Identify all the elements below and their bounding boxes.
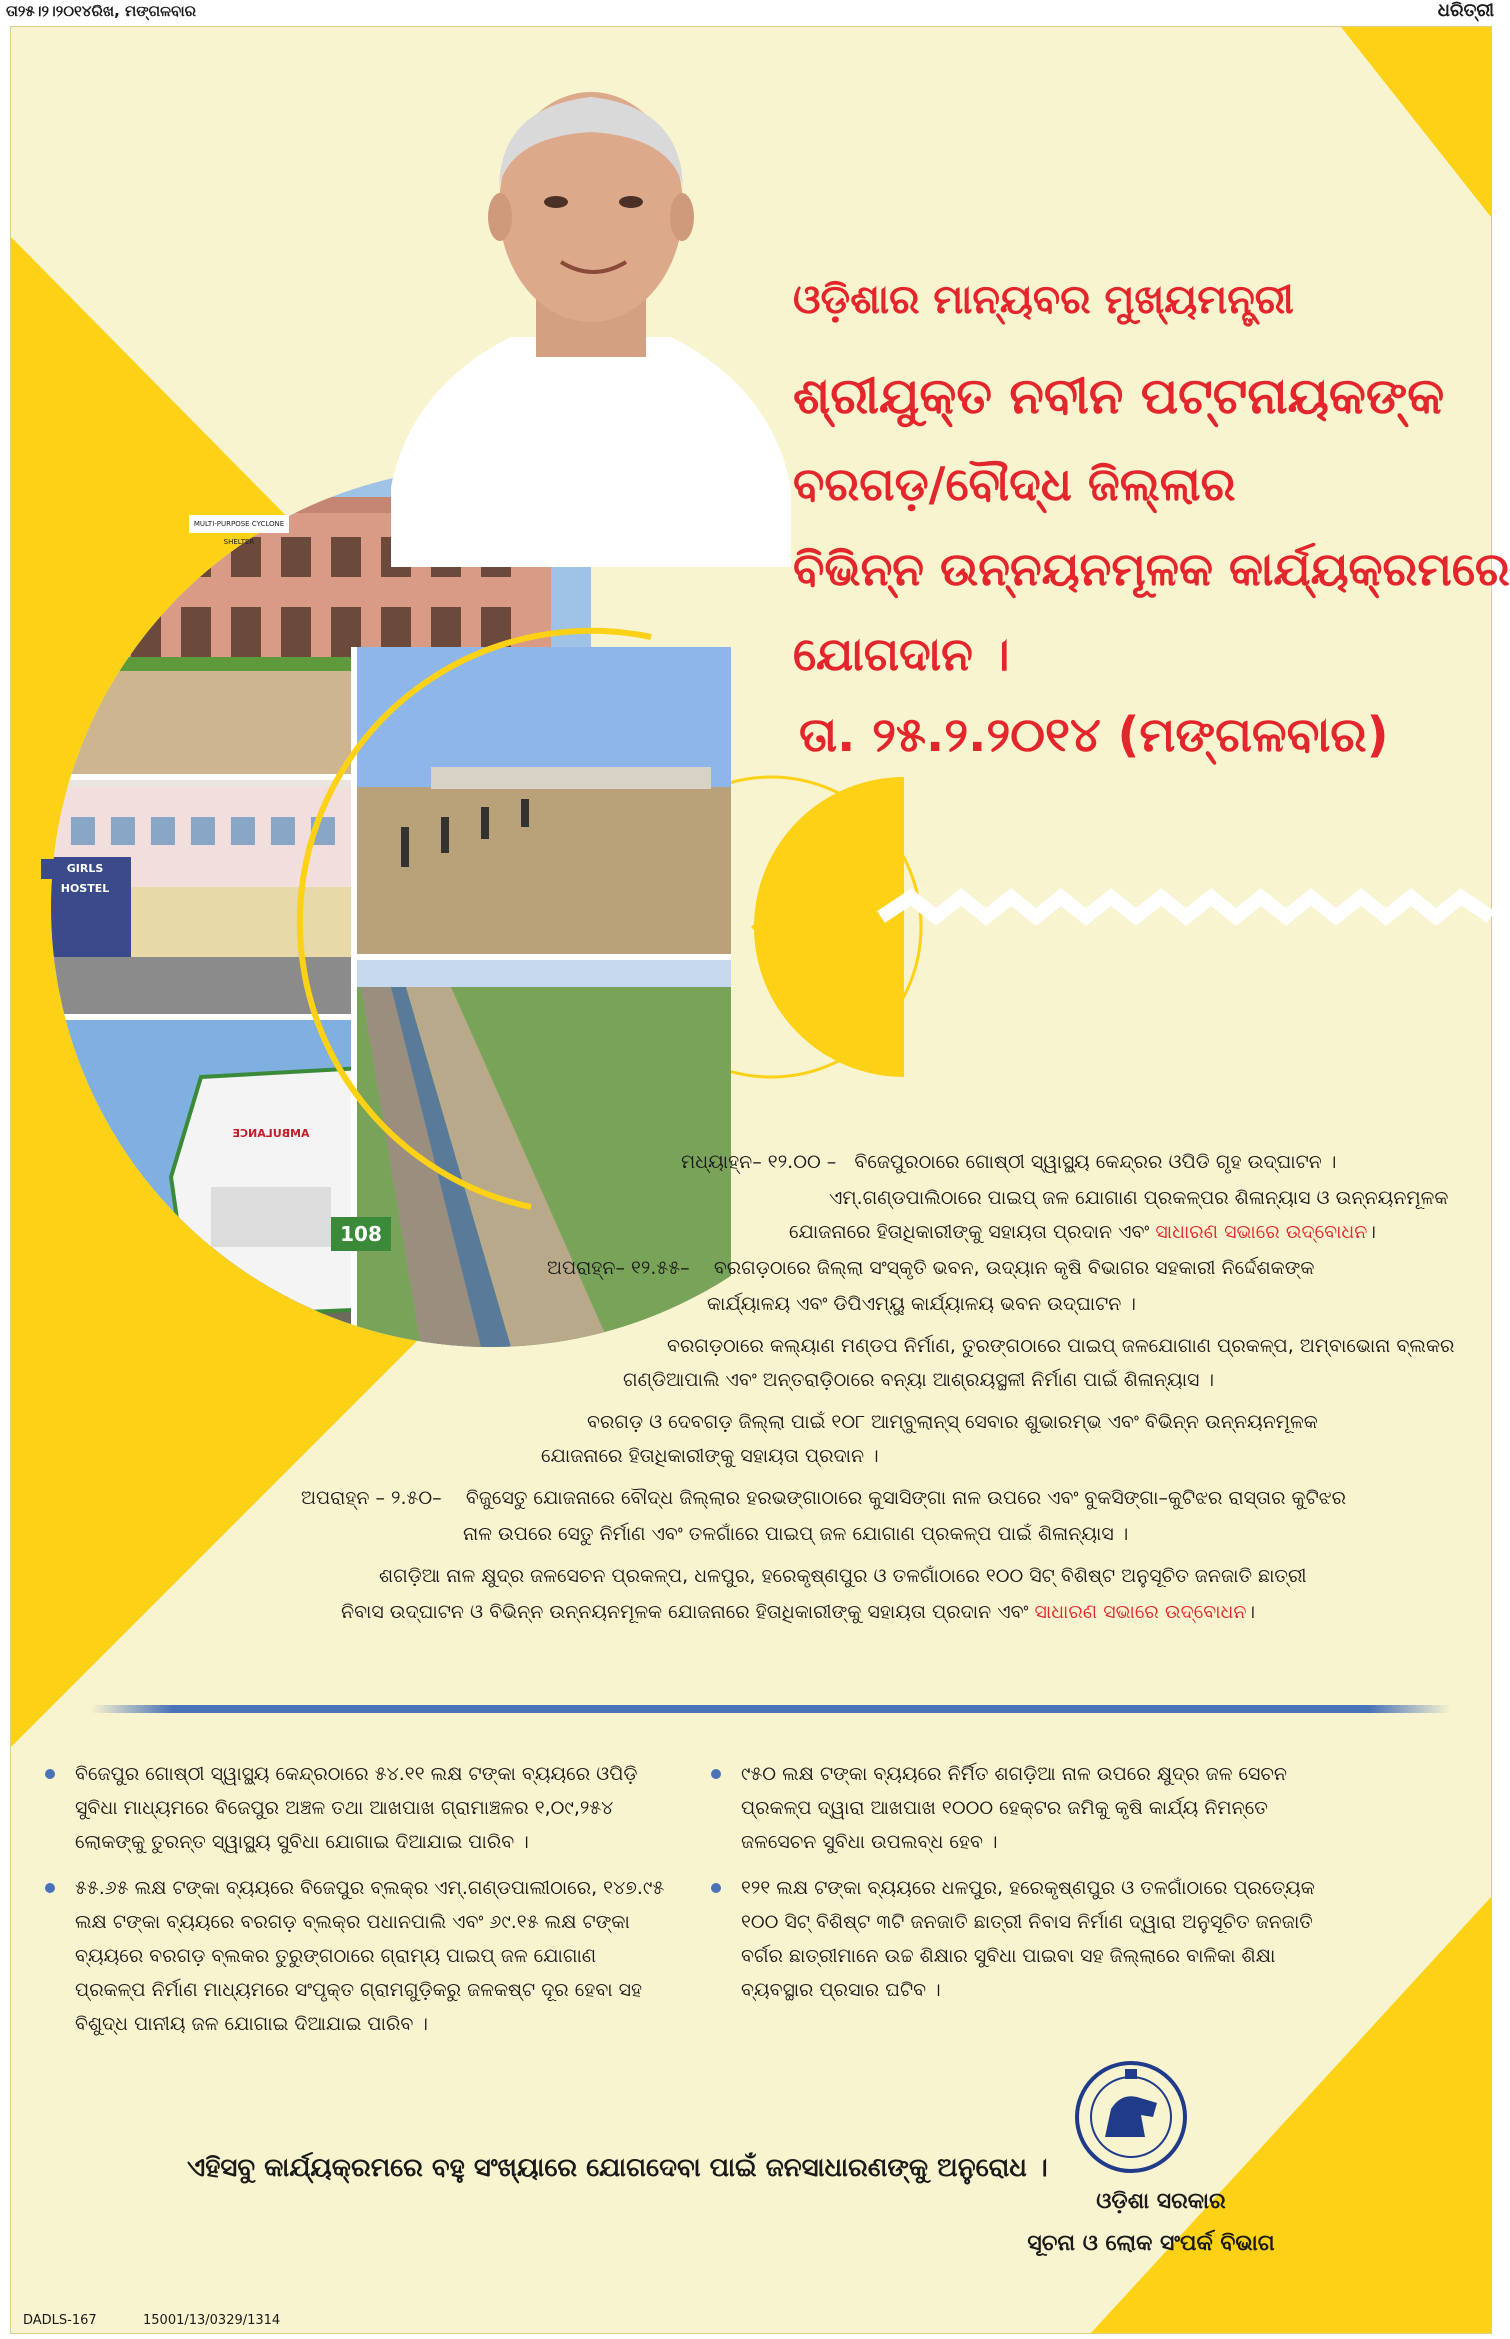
bullet-dot-icon <box>711 1883 721 1893</box>
schedule-line: କାର୍ଯ୍ୟାଳୟ ଏବଂ ଡିପିଏମ୍‌ୟୁ କାର୍ଯ୍ୟାଳୟ ଭବନ ଉଦ୍‌ଘାଟନ । <box>707 1293 1136 1315</box>
benefits-left <box>45 1757 665 2053</box>
schedule-line: ବରଗଡ଼ ଓ ଦେବଗଡ଼ ଜିଲ୍ଲା ପାଇଁ ୧୦୮ ଆମ୍ବୁଲାନ୍ସ୍ ସେବାର ଶୁଭାରମ୍ଭ ଏବଂ ବିଭିନ୍ନ ଉନ୍ନୟନମୂଳକ <box>587 1411 1318 1433</box>
ad-code: DADLS-167 <box>23 2313 97 2328</box>
ambulance-label: AMBULANCE <box>232 1127 310 1140</box>
schedule-time: ଅପରାହ୍ନ – ୨.୫୦– <box>301 1487 442 1509</box>
ad-reference: 15001/13/0329/1314 <box>143 2313 281 2328</box>
chief-minister-portrait <box>381 87 801 567</box>
odisha-govt-seal-icon <box>1071 2057 1191 2177</box>
public-appeal: ଏହିସବୁ କାର୍ଯ୍ୟକ୍ରମରେ ବହୁ ସଂଖ୍ୟାରେ ଯୋଗଦେବା ପାଇଁ ଜନସାଧାରଣଙ୍କୁ ଅନୁରୋଧ । <box>187 2153 1048 2183</box>
list-item: ୧୨୧ ଲକ୍ଷ ଟଙ୍କା ବ୍ୟୟରେ ଧଳପୁର, ହରେକୃଷ୍ଣପୁର ଓ ତଳଗାଁଠାରେ ପ୍ରତ୍ୟେକ ୧୦୦ ସିଟ୍ ବିଶିଷ୍ଟ ୩ଟି ଜନଜାତି ଛାତ୍ରୀ ନିବାସ ନିର୍ମାଣ ଦ୍ୱାରା ଅନୁସୂଚିତ ଜନଜାତି ବର୍ଗର ଛାତ୍ରୀମାନେ ଉଚ୍ଚ ଶିକ୍ଷାର ସୁବିଧା ପାଇବା ସହ ଜିଲ୍ଲାରେ ବାଳିକା ଶିକ୍ଷା ବ୍ୟବସ୍ଥାର ପ୍ରସାର ଘଟିବ । <box>711 1871 1321 2007</box>
section-divider <box>91 1705 1451 1713</box>
zigzag-ribbon <box>881 897 1491 917</box>
schedule-time: ମଧ୍ୟାହ୍ନ– ୧୨.୦୦ – <box>681 1151 837 1173</box>
issuer-government: ଓଡ଼ିଶା ସରକାର <box>1096 2189 1226 2214</box>
ambulance-108-label: 108 <box>331 1217 391 1251</box>
bullet-dot-icon <box>45 1769 55 1779</box>
newspaper-name: ଧରିତ୍ରୀ <box>1437 0 1494 21</box>
advertisement <box>10 26 1510 2334</box>
newspaper-header <box>0 0 1500 24</box>
schedule-line: ଅପରାହ୍ନ– ୧୨.୫୫– ବରଗଡ଼ଠାରେ ଜିଲ୍ଲା ସଂସ୍କୃତି ଭବନ, ଉଦ୍ୟାନ କୃଷି ବିଭାଗର ସହକାରୀ ନିର୍ଦ୍ଦେଶକଙ୍କ <box>547 1257 1315 1279</box>
title-line-2: ଶ୍ରୀଯୁକ୍ତ ନବୀନ ପଟ୍ଟନାୟକଙ୍କ <box>793 367 1445 425</box>
benefits-right <box>711 1757 1321 2019</box>
schedule-line: ଅପରାହ୍ନ – ୨.୫୦– ବିଜୁସେତୁ ଯୋଜନାରେ ବୌଦ୍ଧ ଜିଲ୍ଲାର ହରଭଙ୍ଗାଠାରେ କୁସାସିଙ୍ଗା ନାଳ ଉପରେ ଏବଂ ବୁକସିଙ୍ଗା–କୁଟିଝର ରାସ୍ତାର କୁଟିଝର <box>301 1487 1347 1509</box>
bullet-dot-icon <box>45 1883 55 1893</box>
title-line-4: ବିଭିନ୍ନ ଉନ୍ନୟନମୂଳକ କାର୍ଯ୍ୟକ୍ରମରେ <box>793 542 1510 596</box>
list-item: ବିଜେପୁର ଗୋଷ୍ଠୀ ସ୍ୱାସ୍ଥ୍ୟ କେନ୍ଦ୍ରଠାରେ ୫୪.୧୧ ଲକ୍ଷ ଟଙ୍କା ବ୍ୟୟରେ ଓପିଡ଼ି ସୁବିଧା ମାଧ୍ୟମରେ ବିଜେପୁର ଅଞ୍ଚଳ ତଥା ଆଖପାଖ ଗ୍ରାମାଞ୍ଚଳର ୧,୦୯,୨୫୪ ଲୋକଙ୍କୁ ତୁରନ୍ତ ସ୍ୱାସ୍ଥ୍ୟ ସୁବିଧା ଯୋଗାଇ ଦିଆଯାଇ ପାରିବ । <box>45 1757 665 1859</box>
top-right-corner-triangle <box>1341 27 1491 217</box>
schedule-line: ଯୋଜନାରେ ହିତାଧିକାରୀଙ୍କୁ ସହାୟତା ପ୍ରଦାନ । <box>541 1445 879 1467</box>
list-item: ୫୫.୬୫ ଲକ୍ଷ ଟଙ୍କା ବ୍ୟୟରେ ବିଜେପୁର ବ୍ଲକ୍‌ର ଏମ୍.ଗଣ୍ଡପାଲୀଠାରେ, ୧୪୭.୯୫ ଲକ୍ଷ ଟଙ୍କା ବ୍ୟୟରେ ବରଗଡ଼ ବ୍ଲକ୍‌ର ପଧାନପାଲି ଏବଂ ୬୯.୧୫ ଲକ୍ଷ ଟଙ୍କା ବ୍ୟୟରେ ବରଗଡ଼ ବ୍ଲକର ତୁରୁଙ୍ଗଠାରେ ଗ୍ରାମ୍ୟ ପାଇପ୍ ଜଳ ଯୋଗାଣ ପ୍ରକଳ୍ପ ନିର୍ମାଣ ମାଧ୍ୟମରେ ସଂପୃକ୍ତ ଗ୍ରାମଗୁଡ଼ିକରୁ ଜଳକଷ୍ଟ ଦୂର ହେବା ସହ ବିଶୁଦ୍ଧ ପାନୀୟ ଜଳ ଯୋଗାଇ ଦିଆଯାଇ ପାରିବ । <box>45 1871 665 2041</box>
schedule-line: ନାଳ ଉପରେ ସେତୁ ନିର୍ମାଣ ଏବଂ ତଳଗାଁରେ ପାଇପ୍ ଜଳ ଯୋଗାଣ ପ୍ରକଳ୍ପ ପାଇଁ ଶିଳାନ୍ୟାସ । <box>463 1523 1129 1545</box>
schedule-line: ନିବାସ ଉଦ୍‌ଘାଟନ ଓ ବିଭିନ୍ନ ଉନ୍ନୟନମୂଳକ ଯୋଜନାରେ ହିତାଧିକାରୀଙ୍କୁ ସହାୟତା ପ୍ରଦାନ ଏବଂ ସାଧାରଣ ସଭାରେ ଉଦ୍‌ବୋଧନ। <box>341 1601 1256 1623</box>
title-line-5: ଯୋଗଦାନ । <box>793 627 1010 681</box>
issuer-department: ସୂଚନା ଓ ଲୋକ ସଂପର୍କ ବିଭାଗ <box>1027 2231 1275 2256</box>
public-meeting-address: ସାଧାରଣ ସଭାରେ ଉଦ୍‌ବୋଧନ <box>1034 1601 1247 1623</box>
schedule-line: ଯୋଜନାରେ ହିତାଧିକାରୀଙ୍କୁ ସହାୟତା ପ୍ରଦାନ ଏବଂ ସାଧାରଣ ସଭାରେ ଉଦ୍‌ବୋଧନ। <box>789 1221 1376 1243</box>
schedule-line: ବରଗଡ଼ଠାରେ କଲ୍ୟାଣ ମଣ୍ଡପ ନିର୍ମାଣ, ତୁରଙ୍ଗଠାରେ ପାଇପ୍ ଜଳଯୋଗାଣ ପ୍ରକଳ୍ପ, ଅମ୍ବାଭୋନା ବ୍ଲକର <box>667 1335 1455 1357</box>
cyclone-shelter-sign: MULTI-PURPOSE CYCLONE SHELTER <box>189 515 289 533</box>
event-date: ତା. ୨୫.୨.୨୦୧୪ (ମଙ୍ଗଳବାର) <box>799 707 1389 763</box>
header-date: ତା୨୫।୨।୨୦୧୪ରିଖ, ମଙ୍ଗଳବାର <box>6 2 197 20</box>
schedule-line: ମଧ୍ୟାହ୍ନ– ୧୨.୦୦ – ବିଜେପୁରଠାରେ ଗୋଷ୍ଠୀ ସ୍ୱାସ୍ଥ୍ୟ କେନ୍ଦ୍ରର ଓପିଡି ଗୃହ ଉଦ୍‌ଘାଟନ । <box>681 1151 1337 1173</box>
girls-hostel-sign: GIRLS HOSTEL <box>41 859 129 879</box>
title-line-1: ଓଡ଼ିଶାର ମାନ୍ୟବର ମୁଖ୍ୟମନ୍ତ୍ରୀ <box>793 277 1294 323</box>
schedule-line: ଏମ୍.ଗଣ୍ଡପାଲିଠାରେ ପାଇପ୍ ଜଳ ଯୋଗାଣ ପ୍ରକଳ୍ପର ଶିଳାନ୍ୟାସ ଓ ଉନ୍ନୟନମୂଳକ <box>829 1187 1449 1209</box>
schedule-line: ଶଗଡ଼ିଆ ନାଳ କ୍ଷୁଦ୍ର ଜଳସେଚନ ପ୍ରକଳ୍ପ, ଧଳପୁର, ହରେକୃଷ୍ଣପୁର ଓ ତଳଗାଁଠାରେ ୧୦୦ ସିଟ୍ ବିଶିଷ୍ଟ ଅନୁସୂଚିତ ଜନଜାତି ଛାତ୍ରୀ <box>379 1565 1307 1587</box>
schedule-time: ଅପରାହ୍ନ– ୧୨.୫୫– <box>547 1257 690 1279</box>
bullet-dot-icon <box>711 1769 721 1779</box>
schedule-line: ଗଣ୍ଡିଆପାଲି ଏବଂ ଅନ୍ତରାଡ଼ିଠାରେ ବନ୍ୟା ଆଶ୍ରୟସ୍ଥଳୀ ନିର୍ମାଣ ପାଇଁ ଶିଳାନ୍ୟାସ । <box>623 1369 1215 1391</box>
title-line-3: ବରଗଡ଼/ବୌଦ୍ଧ ଜିଲ୍ଲାର <box>793 457 1236 511</box>
public-meeting-address: ସାଧାରଣ ସଭାରେ ଉଦ୍‌ବୋଧନ <box>1155 1221 1368 1243</box>
list-item: ୯୫୦ ଲକ୍ଷ ଟଙ୍କା ବ୍ୟୟରେ ନିର୍ମିତ ଶଗଡ଼ିଆ ନାଳ ଉପରେ କ୍ଷୁଦ୍ର ଜଳ ସେଚନ ପ୍ରକଳ୍ପ ଦ୍ୱାରା ଆଖପାଖ ୧୦୦୦ ହେକ୍ଟର ଜମିକୁ କୃଷି କାର୍ଯ୍ୟ ନିମନ୍ତେ ଜଳସେଚନ ସୁବିଧା ଉପଲବ୍ଧ ହେବ । <box>711 1757 1321 1859</box>
